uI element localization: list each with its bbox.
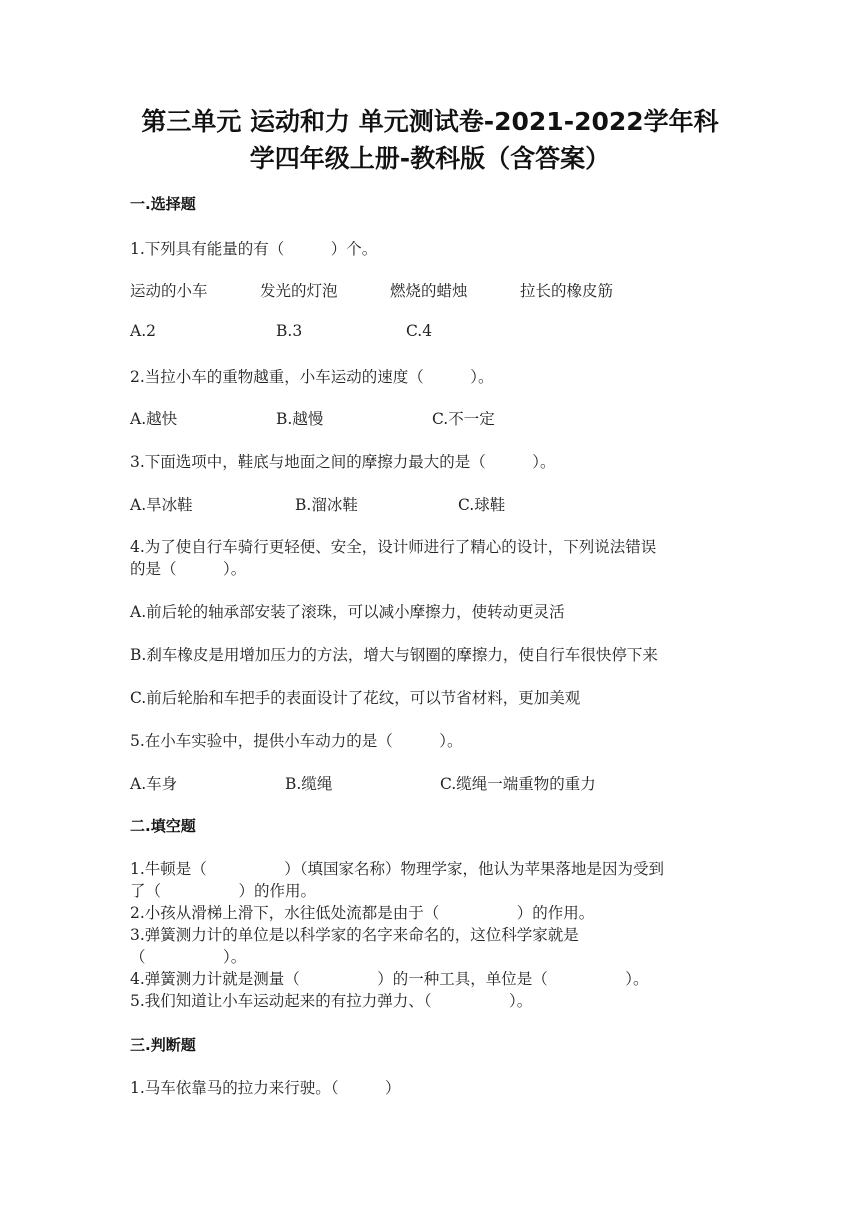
fill-q5: 5.我们知道让小车运动起来的有拉力弹力、（ ）。 xyxy=(130,992,533,1010)
q4-option-c: C.前后轮胎和车把手的表面设计了花纹，可以节省材料，更加美观 xyxy=(130,689,581,707)
q2-option-b: B.越慢 xyxy=(276,410,324,428)
fill-q3-line-1: 3.弹簧测力计的单位是以科学家的名字来命名的，这位科学家就是 xyxy=(130,926,579,944)
q5-option-b: B.缆绳 xyxy=(285,775,333,793)
q3-option-a: A.旱冰鞋 xyxy=(130,496,193,514)
q2-stem: 2.当拉小车的重物越重，小车运动的速度（ ）。 xyxy=(130,368,494,386)
fill-q2: 2.小孩从滑梯上滑下，水往低处流都是由于（ ）的作用。 xyxy=(130,904,595,922)
q5-options xyxy=(130,772,770,794)
q3-option-b: B.溜冰鞋 xyxy=(295,496,358,514)
q1-items xyxy=(130,279,770,301)
q4-stem-line-1: 4.为了使自行车骑行更轻便、安全，设计师进行了精心的设计，下列说法错误 xyxy=(130,538,657,556)
q5-option-a: A.车身 xyxy=(130,775,178,793)
section-heading-judge: 三.判断题 xyxy=(130,1036,196,1054)
q1-item: 拉长的橡皮筋 xyxy=(520,282,614,300)
q5-stem: 5.在小车实验中，提供小车动力的是（ ）。 xyxy=(130,732,463,750)
fill-q4: 4.弹簧测力计就是测量（ ）的一种工具，单位是（ ）。 xyxy=(130,970,649,988)
q1-options xyxy=(130,322,770,344)
q4-stem-line-2: 的是（ ）。 xyxy=(130,560,247,578)
q5-option-c: C.缆绳一端重物的重力 xyxy=(440,775,596,793)
q1-item: 发光的灯泡 xyxy=(260,282,338,300)
q3-option-c: C.球鞋 xyxy=(458,496,506,514)
q2-option-c: C.不一定 xyxy=(432,410,495,428)
q1-stem: 1.下列具有能量的有（ ）个。 xyxy=(130,240,378,258)
q2-options xyxy=(130,407,770,429)
q3-stem: 3.下面选项中，鞋底与地面之间的摩擦力最大的是（ ）。 xyxy=(130,453,556,471)
q2-option-a: A.越快 xyxy=(130,410,178,428)
fill-q1-line-1: 1.牛顿是（ ）（填国家名称）物理学家，他认为苹果落地是因为受到 xyxy=(130,860,665,878)
q4-option-a: A.前后轮的轴承部安装了滚珠，可以减小摩擦力，使转动更灵活 xyxy=(130,603,565,621)
judge-q1: 1.马车依靠马的拉力来行驶。（ ） xyxy=(130,1079,401,1097)
q1-option-c: C.4 xyxy=(406,322,433,340)
fill-q1-line-2: 了（ ）的作用。 xyxy=(130,882,317,900)
q4-option-b: B.刹车橡皮是用增加压力的方法，增大与钢圈的摩擦力，使自行车很快停下来 xyxy=(130,646,658,664)
section-heading-choice: 一.选择题 xyxy=(130,195,196,213)
section-heading-fill: 二.填空题 xyxy=(130,817,196,835)
q1-option-b: B.3 xyxy=(276,322,303,340)
title-line-1: 第三单元 运动和力 单元测试卷-2021-2022学年科 xyxy=(141,107,719,136)
document-title xyxy=(60,103,800,177)
q3-options xyxy=(130,493,770,515)
title-line-2: 学四年级上册-教科版（含答案） xyxy=(249,144,611,173)
q1-item: 运动的小车 xyxy=(130,282,208,300)
fill-q3-line-2: （ ）。 xyxy=(130,948,247,966)
q1-option-a: A.2 xyxy=(130,322,156,340)
q1-item: 燃烧的蜡烛 xyxy=(390,282,468,300)
